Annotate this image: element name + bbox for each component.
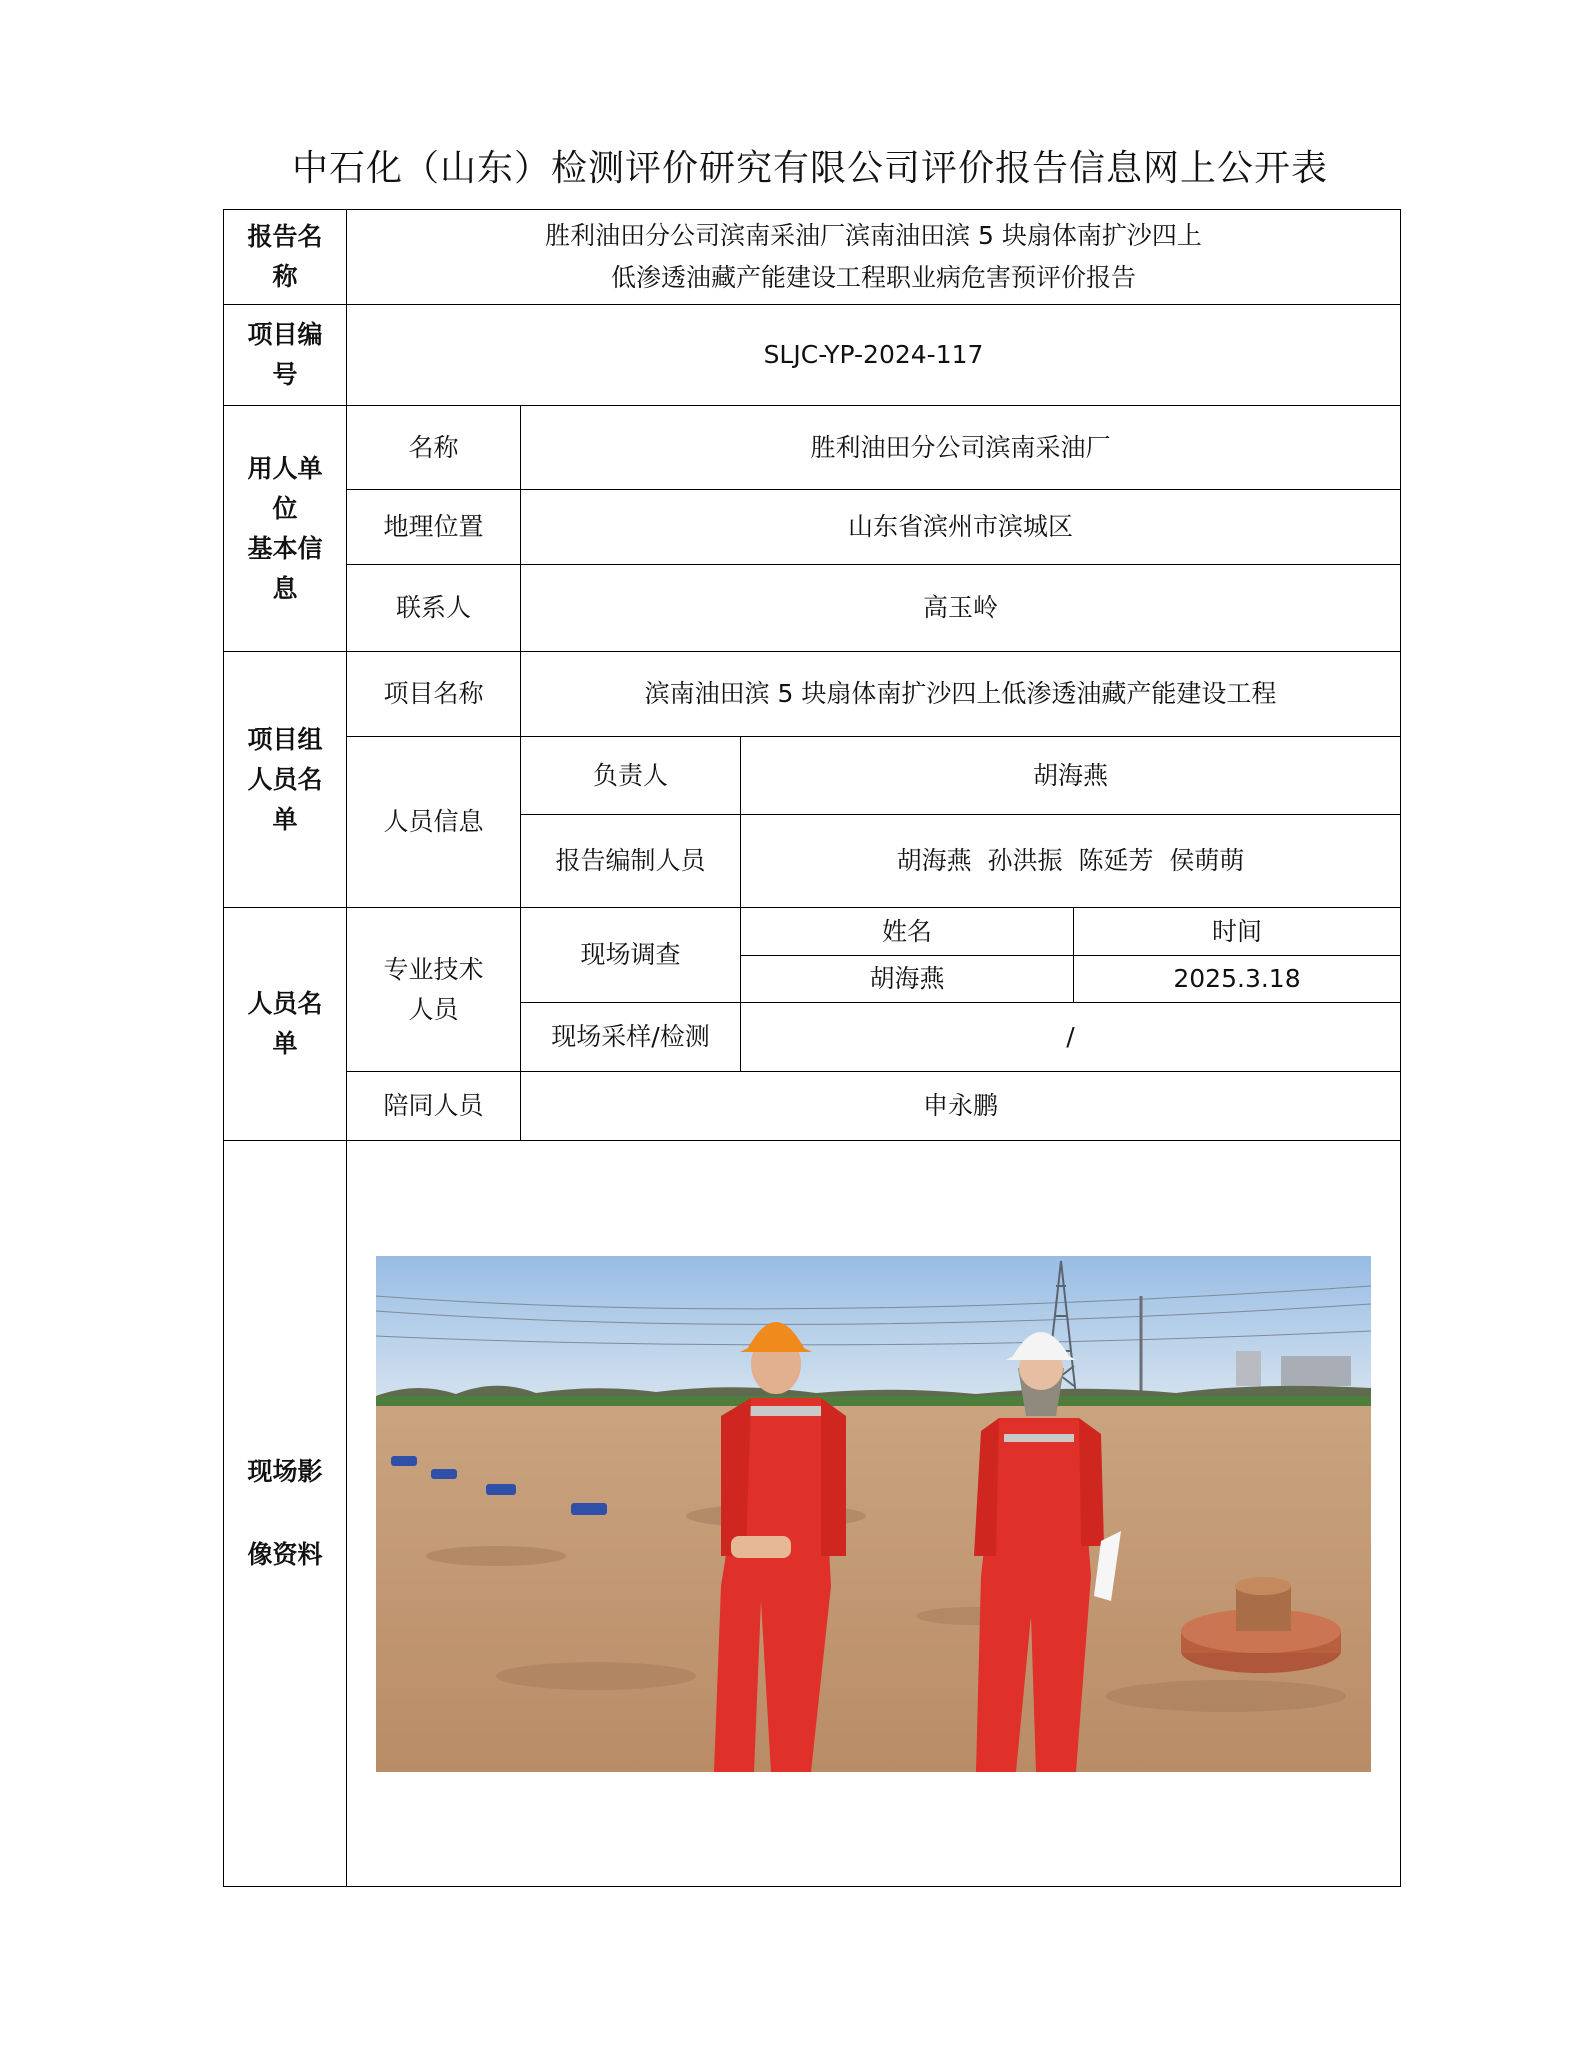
employer-contact-row [224,565,1401,652]
survey-date: 2025.3.18 [1074,956,1401,1003]
report-authors-label: 报告编制人员 [521,815,741,908]
project-lead-label: 负责人 [521,737,741,815]
site-photo-cell [347,1141,1401,1887]
survey-header-row [224,908,1401,956]
employer-name-label: 名称 [347,406,521,490]
site-photo-image [376,1256,1371,1772]
employer-info-label: 用人单 位 基本信 息 [224,406,347,652]
accompany-value: 申永鹏 [521,1072,1401,1141]
site-images-row [224,1141,1401,1887]
photo-ground [376,1406,1371,1772]
project-name-value: 滨南油田滨 5 块扇体南扩沙四上低渗透油藏产能建设工程 [521,652,1401,737]
project-number-label: 项目编 号 [224,305,347,406]
employer-location-label: 地理位置 [347,490,521,565]
field-survey-label: 现场调查 [521,908,741,1003]
project-lead-row [224,737,1401,815]
project-number-value: SLJC-YP-2024-117 [347,305,1401,406]
project-lead-value: 胡海燕 [741,737,1401,815]
employer-name-value: 胜利油田分公司滨南采油厂 [521,406,1401,490]
photo-sky [376,1256,1371,1401]
site-photo [376,1256,1371,1772]
personnel-info-label: 人员信息 [347,737,521,908]
report-name-value: 胜利油田分公司滨南采油厂滨南油田滨 5 块扇体南扩沙四上 低渗透油藏产能建设工程职业病危害预评价报告 [347,210,1401,305]
project-name-label: 项目名称 [347,652,521,737]
page-title: 中石化（山东）检测评价研究有限公司评价报告信息网上公开表 [291,148,1328,189]
technical-staff-label: 专业技术 人员 [347,908,521,1072]
accompany-label: 陪同人员 [347,1072,521,1141]
survey-name: 胡海燕 [741,956,1074,1003]
report-authors-value: 胡海燕 孙洪振 陈延芳 侯萌萌 [741,815,1401,908]
report-info-table [223,209,1401,1887]
sampling-value: / [741,1003,1401,1072]
personnel-list-label: 人员名 单 [224,908,347,1141]
employer-location-value: 山东省滨州市滨城区 [521,490,1401,565]
employer-name-row [224,406,1401,490]
project-name-row [224,652,1401,737]
time-header: 时间 [1074,908,1401,956]
site-images-label: 现场影 像资料 [224,1141,347,1887]
project-number-row [224,305,1401,406]
employer-contact-label: 联系人 [347,565,521,652]
project-team-label: 项目组 人员名 单 [224,652,347,908]
employer-location-row [224,490,1401,565]
sampling-label: 现场采样/检测 [521,1003,741,1072]
accompany-row [224,1072,1401,1141]
report-name-label: 报告名 称 [224,210,347,305]
report-name-row [224,210,1401,305]
name-header: 姓名 [741,908,1074,956]
employer-contact-value: 高玉岭 [521,565,1401,652]
